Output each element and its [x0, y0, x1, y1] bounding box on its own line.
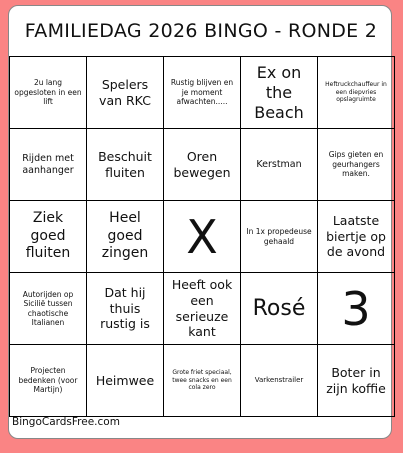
bingo-cell[interactable]: Grote friet speciaal, twee snacks en een cola zero — [164, 345, 241, 417]
bingo-cell[interactable]: 2u lang opgesloten in een lift — [10, 57, 87, 129]
bingo-cell[interactable]: Heimwee — [87, 345, 164, 417]
bingo-cell[interactable]: Beschuit fluiten — [87, 129, 164, 201]
bingo-cell[interactable]: Oren bewegen — [164, 129, 241, 201]
bingo-cell[interactable]: Laatste biertje op de avond — [318, 201, 395, 273]
bingo-cell[interactable]: Rosé — [241, 273, 318, 345]
bingo-cell[interactable]: Kerstman — [241, 129, 318, 201]
bingo-cell[interactable]: Rustig blijven en je moment afwachten..... — [164, 57, 241, 129]
bingo-cell[interactable]: Gips gieten en geurhangers maken. — [318, 129, 395, 201]
footer-site-credit: BingoCardsFree.com — [12, 416, 120, 428]
bingo-cell[interactable]: Boter in zijn koffie — [318, 345, 395, 417]
bingo-grid — [9, 56, 395, 417]
bingo-cell[interactable]: Ziek goed fluiten — [10, 201, 87, 273]
bingo-cell[interactable]: In 1x propedeuse gehaald — [241, 201, 318, 273]
card-title: FAMILIEDAG 2026 BINGO - RONDE 2 — [24, 20, 378, 42]
free-space-x[interactable]: X — [164, 201, 241, 273]
bingo-grid-wrapper — [9, 56, 395, 417]
bingo-cell[interactable]: Spelers van RKC — [87, 57, 164, 129]
bingo-cell[interactable]: 3 — [318, 273, 395, 345]
bingo-cell[interactable]: Projecten bedenken (voor Martijn) — [10, 345, 87, 417]
bingo-cell[interactable]: Heeft ook een serieuze kant — [164, 273, 241, 345]
bingo-cell[interactable]: Autorijden op Sicilië tussen chaotische Italianen — [10, 273, 87, 345]
bingo-cell[interactable]: Heel goed zingen — [87, 201, 164, 273]
bingo-cell[interactable]: Ex on the Beach — [241, 57, 318, 129]
bingo-cell[interactable]: Varkenstrailer — [241, 345, 318, 417]
bingo-cell[interactable]: Heftruckchauffeur in een diepvries opslagruimte — [318, 57, 395, 129]
bingo-cell[interactable]: Dat hij thuis rustig is — [87, 273, 164, 345]
bingo-cell[interactable]: Rijden met aanhanger — [10, 129, 87, 201]
